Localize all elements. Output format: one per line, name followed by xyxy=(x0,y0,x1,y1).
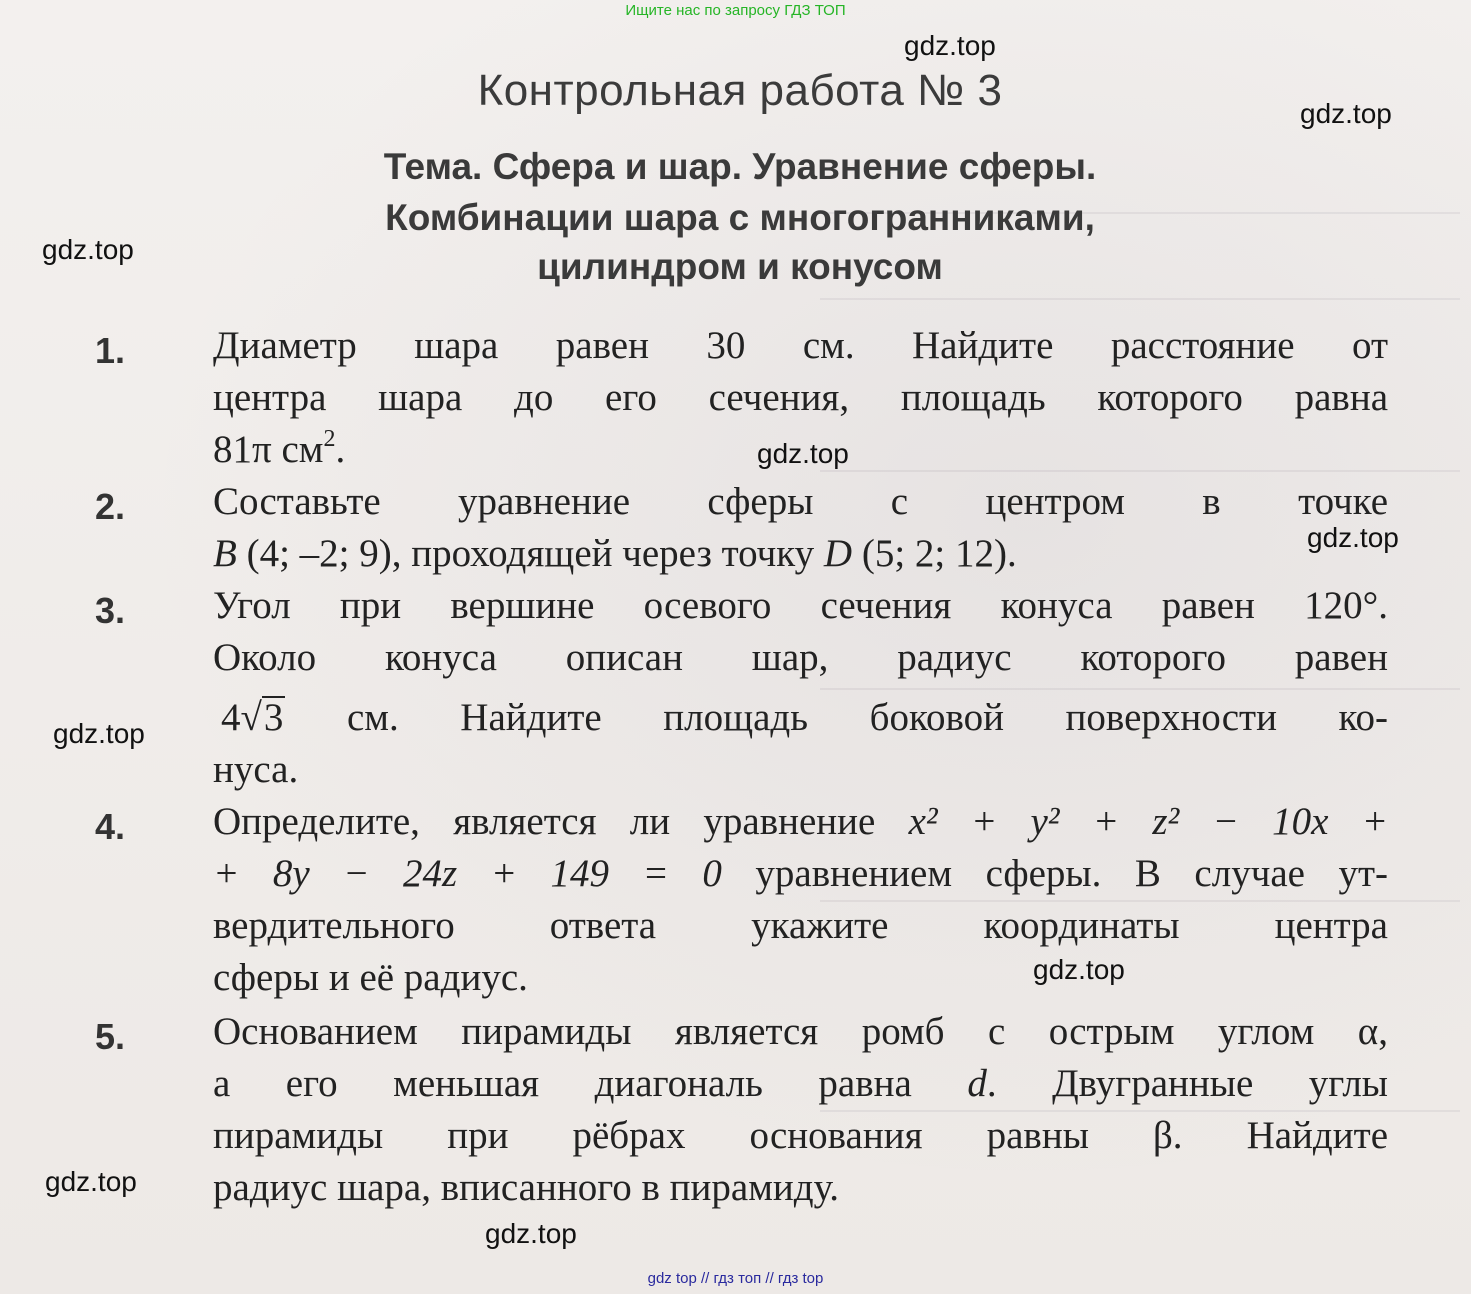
diagonal-symbol: d xyxy=(967,1062,987,1105)
search-banner[interactable]: Ищите нас по запросу ГДЗ ТОП xyxy=(625,2,846,19)
topic-line: Комбинации шара с многогранниками, xyxy=(385,197,1095,238)
footer-links[interactable]: gdz top // гдз топ // гдз top xyxy=(647,1270,824,1287)
watermark: gdz.top xyxy=(45,1166,137,1197)
point-d: D xyxy=(823,532,853,575)
problem-line: радиус шара, вписанного в пирамиду. xyxy=(213,1166,839,1209)
exponent: 2 xyxy=(323,426,336,452)
point-b: B xyxy=(213,532,237,575)
problem-number: 3. xyxy=(95,590,126,631)
punctuation: . xyxy=(335,428,346,471)
watermark: gdz.top xyxy=(42,234,134,265)
equation-part: x² + y² + z² − 10x + xyxy=(908,800,1388,843)
problem-3 xyxy=(213,580,1388,796)
problem-text: . Двугранные углы xyxy=(986,1062,1388,1105)
problem-number: 4. xyxy=(95,806,126,847)
problem-text: Определите, является ли уравнение xyxy=(213,800,909,843)
problem-line: Угол при вершине осевого сечения конуса равен 120°. xyxy=(213,584,1388,627)
equation-part: + 8y − 24z + 149 = 0 xyxy=(213,852,722,895)
problem-line xyxy=(213,692,1388,744)
watermark: gdz.top xyxy=(1033,954,1125,985)
problem-line: Около конуса описан шар, радиус которого равен xyxy=(213,636,1388,679)
watermark: gdz.top xyxy=(485,1218,577,1249)
problem-line xyxy=(213,528,1388,580)
watermark: gdz.top xyxy=(904,30,996,61)
topic-line: Тема. Сфера и шар. Уравнение сферы. xyxy=(383,146,1097,187)
problem-line: центра шара до его сечения, площадь которого равна xyxy=(213,376,1388,419)
topic-line: цилиндром и конусом xyxy=(537,246,943,287)
watermark: gdz.top xyxy=(757,438,849,469)
problem-line xyxy=(213,796,1388,848)
problem-line: Составьте уравнение сферы с центром в точке xyxy=(213,480,1388,523)
problem-line xyxy=(213,424,1388,476)
problem-2 xyxy=(213,476,1388,580)
problem-line: Основанием пирамиды является ромб с острым углом α, xyxy=(213,1010,1388,1053)
problem-text: (5; 2; 12). xyxy=(852,532,1017,575)
watermark: gdz.top xyxy=(1300,98,1392,129)
area-value: 81π см xyxy=(213,428,324,471)
watermark: gdz.top xyxy=(1307,522,1399,553)
problem-5 xyxy=(213,1006,1388,1214)
problem-line xyxy=(213,848,1388,900)
problem-line: сферы и её радиус. xyxy=(213,956,528,999)
problem-4 xyxy=(213,796,1388,1004)
problem-line xyxy=(213,1058,1388,1110)
problem-number: 1. xyxy=(95,330,126,371)
problem-number: 5. xyxy=(95,1016,126,1057)
watermark: gdz.top xyxy=(53,718,145,749)
problem-number: 2. xyxy=(95,486,126,527)
problem-text: (4; –2; 9), проходящей через точку xyxy=(236,532,824,575)
problem-text: см. Найдите площадь боковой поверхности ко- xyxy=(285,696,1388,739)
problem-line: вердительного ответа укажите координаты центра xyxy=(213,904,1388,947)
radius-coefficient: 4 xyxy=(221,696,241,739)
radicand: 3 xyxy=(263,696,284,739)
problem-line: пирамиды при рёбрах основания равны β. Найдите xyxy=(213,1114,1388,1157)
problem-line: Диаметр шара равен 30 см. Найдите расстояние от xyxy=(213,324,1388,367)
problem-text: а его меньшая диагональ равна xyxy=(213,1062,968,1105)
problem-1 xyxy=(213,320,1388,476)
sqrt-icon: √3 xyxy=(240,696,284,739)
problem-text: уравнением сферы. В случае ут- xyxy=(721,852,1388,895)
page-title: Контрольная работа № 3 xyxy=(477,66,1003,115)
problem-line: нуса. xyxy=(213,748,299,791)
